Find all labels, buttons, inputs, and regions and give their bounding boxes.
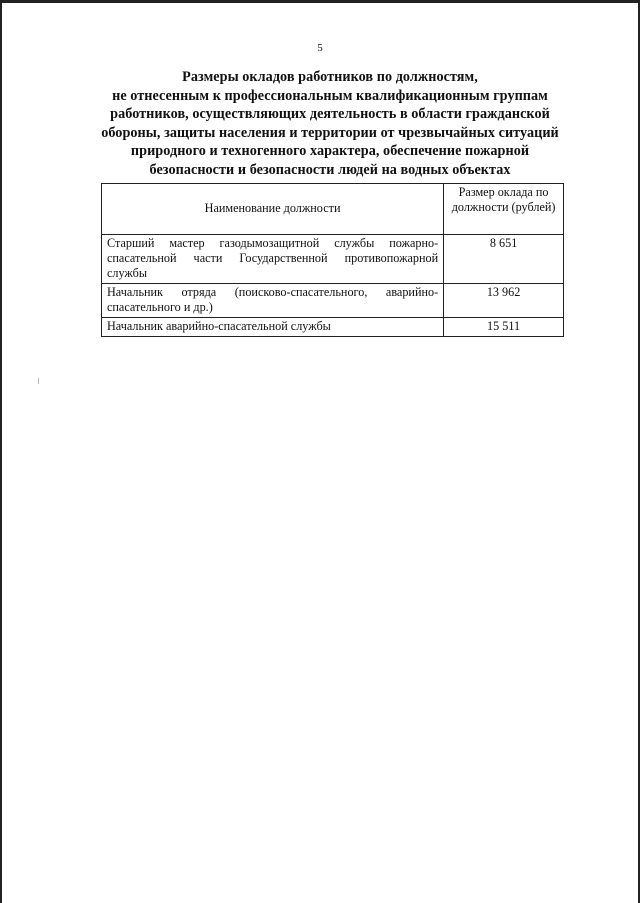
salary-table — [101, 183, 564, 337]
title-line: не отнесенным к профессиональным квалификационным группам — [112, 87, 548, 104]
title-line: природного и техногенного характера, обеспечение пожарной — [130, 143, 530, 160]
table-header-row — [102, 184, 564, 235]
row-salary: 15 511 — [444, 318, 564, 337]
table-row — [102, 235, 564, 284]
page-number: 5 — [317, 42, 323, 54]
row-position: Начальник отряда (поисково-спасательного, аварийно-спасательного и др.) — [102, 284, 444, 318]
title-line: работников, осуществляющих деятельность в области гражданской — [110, 106, 550, 123]
title-line: Размеры окладов работников по должностям, — [182, 69, 478, 85]
document-title — [90, 68, 570, 180]
row-salary: 13 962 — [444, 284, 564, 318]
page-border-left — [0, 0, 2, 903]
title-line: безопасности и безопасности людей на водных объектах — [149, 161, 511, 178]
row-position: Начальник аварийно-спасательной службы — [102, 318, 444, 337]
row-salary: 8 651 — [444, 235, 564, 284]
table-row — [102, 284, 564, 318]
scan-artifact — [38, 378, 39, 384]
table-row — [102, 318, 564, 337]
title-line: обороны, защиты населения и территории от чрезвычайных ситуаций — [101, 124, 559, 141]
header-salary: Размер оклада по должности (рублей) — [444, 184, 564, 235]
header-position: Наименование должности — [102, 184, 444, 235]
row-position: Старший мастер газодымозащитной службы пожарно-спасательной части Государственной противопожарной службы — [102, 235, 444, 284]
page-border-top — [0, 0, 640, 3]
